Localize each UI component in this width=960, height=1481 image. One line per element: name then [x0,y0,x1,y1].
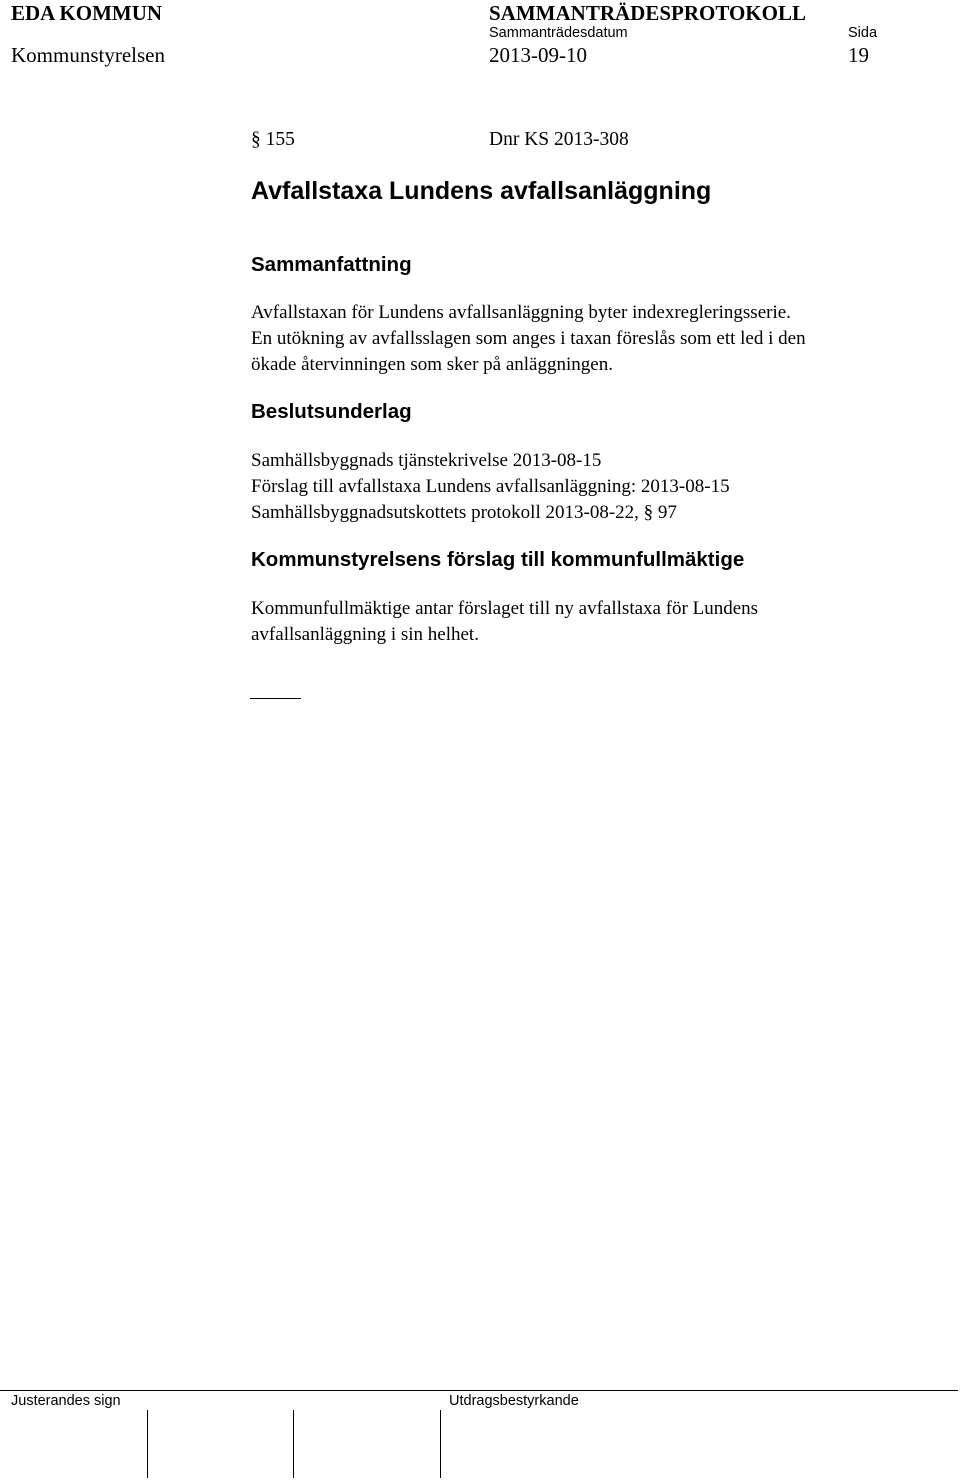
meeting-date: 2013-09-10 [489,43,587,67]
page-number: 19 [848,43,869,67]
basis-item: Samhällsbyggnadsutskottets protokoll 2013-08-22, § 97 [251,502,677,523]
proposal-line: Kommunfullmäktige antar förslaget till ny avfallstaxa för Lundens [251,598,759,619]
diary-number: Dnr KS 2013-308 [489,129,629,150]
meeting-date-label: Sammanträdesdatum [489,25,628,41]
summary-line: En utökning av avfallsslagen som anges i taxan föreslås som ett led i den [251,328,806,349]
item-number: § 155 [251,129,295,150]
end-divider [250,698,301,699]
certification-label: Utdragsbestyrkande [449,1393,579,1409]
proposal-line: avfallsanläggning i sin helhet. [251,624,479,645]
proposal-text [251,596,758,648]
basis-item: Förslag till avfallstaxa Lundens avfallsanläggning: 2013-08-15 [251,476,730,497]
organization-name: EDA KOMMUN [11,1,163,25]
footer-divider [0,1390,958,1391]
board-name: Kommunstyrelsen [11,43,165,67]
item-title: Avfallstaxa Lundens avfallsanläggning [251,177,712,205]
document-type: SAMMANTRÄDESPROTOKOLL [489,1,806,25]
summary-text [251,300,806,378]
signature-box-divider [293,1410,294,1478]
signature-label: Justerandes sign [11,1393,121,1409]
page-label: Sida [848,25,878,41]
signature-box-divider [147,1410,148,1478]
basis-heading: Beslutsunderlag [251,400,412,423]
signature-box-divider [440,1410,441,1478]
basis-item: Samhällsbyggnads tjänstekrivelse 2013-08-15 [251,450,602,471]
summary-line: ökade återvinningen som sker på anläggningen. [251,354,613,375]
summary-line: Avfallstaxan för Lundens avfallsanläggning byter indexregleringsserie. [251,302,791,323]
summary-heading: Sammanfattning [251,253,412,276]
basis-list [251,448,730,526]
proposal-heading: Kommunstyrelsens förslag till kommunfullmäktige [251,548,745,571]
